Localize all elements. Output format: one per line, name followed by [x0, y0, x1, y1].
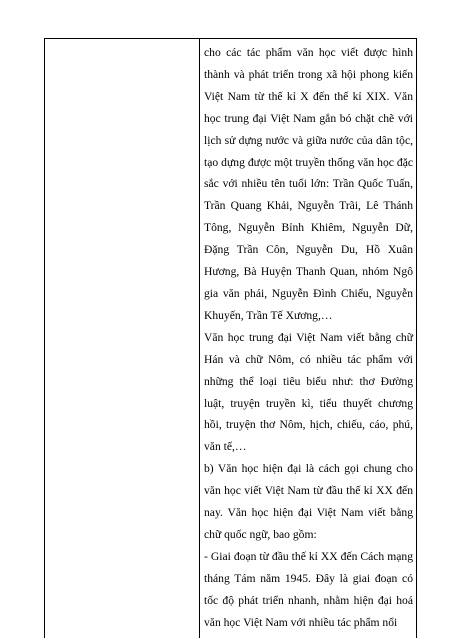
- text-line: Khuyến, Trần Tế Xương,…: [204, 308, 333, 322]
- text-line: Hán và chữ Nôm, có nhiều tác phẩm với: [204, 352, 413, 366]
- paragraph: [204, 458, 413, 546]
- text-line: hồi, truyện thơ Nôm, hịch, chiếu, cáo, phú,: [204, 418, 413, 432]
- paragraph: [204, 327, 413, 458]
- text-line: tháng Tám năm 1945. Đây là giai đoạn có: [204, 571, 413, 585]
- text-line: luật, truyện truyền kì, tiểu thuyết chương: [204, 396, 413, 410]
- text-line: cho các tác phẩm văn học viết được hình: [204, 46, 413, 59]
- paragraph: [204, 42, 413, 327]
- text-line: Hương, Bà Huyện Thanh Quan, nhóm Ngô: [204, 265, 413, 279]
- text-line: văn học viết Việt Nam từ đầu thế kỉ XX đến: [204, 484, 413, 498]
- text-line: sắc với nhiều tên tuổi lớn: Trần Quốc Tuấn,: [204, 177, 413, 191]
- text-line: tốc độ phát triển nhanh, nhằm hiện đại hoá: [204, 593, 413, 607]
- text-line: nay. Văn học hiện đại Việt Nam viết bằng: [204, 506, 413, 520]
- column-divider: [199, 39, 200, 638]
- text-line: Trần Quang Khải, Nguyễn Trãi, Lê Thánh: [204, 199, 413, 213]
- empty-left-cell: [45, 39, 199, 638]
- text-line: văn tế,…: [204, 440, 247, 454]
- text-line: Văn học trung đại Việt Nam viết bằng chữ: [204, 330, 413, 344]
- text-line: Việt Nam từ thế kỉ X đến thế kỉ XIX. Văn: [204, 89, 413, 103]
- text-line: tạo dựng được một truyền thống văn học đặc: [204, 155, 413, 169]
- text-cell: [204, 42, 413, 633]
- text-line: lịch sử dựng nước và giữa nước của dân tộc,: [204, 133, 413, 147]
- text-line: chữ quốc ngữ, bao gồm:: [204, 527, 317, 541]
- text-line: thành và phát triển trong xã hội phong kiến: [204, 67, 413, 81]
- text-line: Tông, Nguyễn Bỉnh Khiêm, Nguyễn Dữ,: [204, 221, 413, 235]
- text-line: học trung đại Việt Nam gắn bó chặt chẽ với: [204, 111, 413, 125]
- text-line: văn học Việt Nam với nhiều tác phẩm nổi: [204, 615, 398, 629]
- text-line: - Giai đoạn từ đầu thế kỉ XX đến Cách mạng: [204, 549, 413, 563]
- text-line: b) Văn học hiện đại là cách gọi chung cho: [204, 462, 413, 476]
- paragraph: [204, 546, 413, 634]
- text-line: Đặng Trần Côn, Nguyễn Du, Hồ Xuân: [204, 243, 413, 257]
- content-table: [44, 38, 417, 638]
- text-line: gia văn phái, Nguyễn Đình Chiểu, Nguyễn: [204, 286, 413, 300]
- text-line: những thể loại tiêu biểu như: thơ Đường: [204, 374, 413, 388]
